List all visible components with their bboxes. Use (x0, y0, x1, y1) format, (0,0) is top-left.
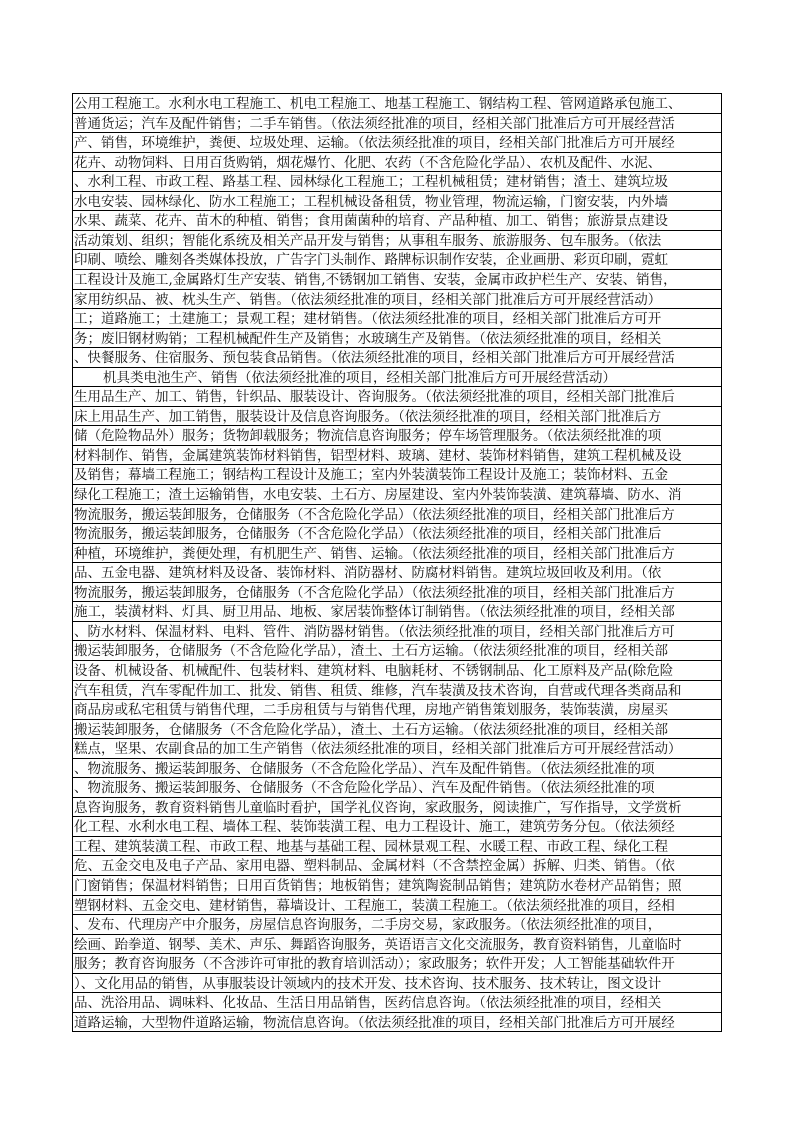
row-text: 生用品生产、加工、销售，针织品、服装设计、咨询服务。（依法须经批准的项目，经相关部门批准后 (74, 389, 675, 406)
table-row (72, 152, 722, 173)
row-text: 绘画、跆拳道、钢琴、美术、声乐、舞蹈咨询服务，英语语言文化交流服务，教育资料销售，儿童临时 (74, 936, 682, 953)
table-row (72, 992, 722, 1013)
row-text: 、水利工程、市政工程、路基工程、园林绿化工程施工；工程机械租赁；建材销售；渣土、建筑垃圾 (74, 174, 668, 191)
table-row (72, 93, 722, 114)
table-row (72, 934, 722, 955)
row-text: 设备、机械设备、机械配件、包装材料、建筑材料、电脑耗材、不锈钢制品、化工原料及产品(除危险 (74, 662, 674, 679)
table-row (72, 836, 722, 857)
table-row (72, 504, 722, 525)
row-text: 工；道路施工；土建施工；景观工程；建材销售。（依法须经批准的项目，经相关部门批准后方可开 (74, 311, 662, 328)
table-row (72, 289, 722, 310)
row-text: 材料制作、销售，金属建筑装饰材料销售，铝型材料、玻璃、建材、装饰材料销售，建筑工程机械及设 (74, 447, 682, 464)
row-text: 汽车租赁，汽车零配件加工、批发、销售、租赁、维修，汽车装潢及技术咨询，自营或代理各类商品和 (74, 682, 682, 699)
row-text: 施工，装潢材料、灯具、厨卫用品、地板、家居装饰整体订制销售。（依法须经批准的项目，经相关部 (74, 604, 675, 621)
table-row (72, 875, 722, 896)
row-text: 品、洗浴用品、调味料、化妆品、生活日用品销售，医药信息咨询。（依法须经批准的项目，经相关 (74, 995, 662, 1012)
row-text: 、防水材料、保温材料、电料、管件、消防器材销售。（依法须经批准的项目，经相关部门批准后方可 (74, 623, 675, 640)
table-row (72, 816, 722, 837)
table-row (72, 484, 722, 505)
row-text: 、物流服务、搬运装卸服务、仓储服务（不含危险化学品）、汽车及配件销售。（依法须经批准的项 (74, 780, 655, 797)
table-row (72, 328, 722, 349)
row-text: 糕点，坚果、农副食品的加工生产销售（依法须经批准的项目，经相关部门批准后方可开展经营活动） (74, 741, 682, 758)
row-text: 储（危险物品外）服务；货物卸载服务；物流信息咨询服务；停车场管理服务。（依法须经批准的项 (74, 428, 662, 445)
table-row (72, 406, 722, 427)
table-row (72, 308, 722, 329)
row-text: 物流服务，搬运装卸服务，仓储服务（不含危险化学品）（依法须经批准的项目，经相关部门批准后方 (74, 506, 675, 523)
row-text: 务；废旧钢材购销；工程机械配件生产及销售；水玻璃生产及销售。（依法须经批准的项目，经相关 (74, 330, 662, 347)
table-row (72, 562, 722, 583)
table-row (72, 230, 722, 251)
row-text: 物流服务，搬运装卸服务，仓储服务（不含危险化学品）（依法须经批准的项目，经相关部门批准后 (74, 526, 662, 543)
table-row (72, 855, 722, 876)
row-text: 水电安装、园林绿化、防水工程施工；工程机械设备租赁，物业管理，物流运输，门窗安装，内外墙 (74, 193, 668, 210)
table-row (72, 738, 722, 759)
row-text: 危、五金交电及电子产品、家用电器、塑料制品、金属材料（不含禁控金属）拆解、归类、销售。（依 (74, 858, 675, 875)
row-text: 息咨询服务，教育资料销售儿童临时看护，国学礼仪咨询，家政服务，阅读推广，写作指导，文学赏析 (74, 799, 682, 816)
row-text: 工程设计及施工,金属路灯生产安装、销售,不锈钢加工销售、安装，金属市政护栏生产、安装、销售， (74, 271, 677, 288)
row-text: 物流服务，搬运装卸服务，仓储服务（不含危险化学品）（依法须经批准的项目，经相关部门批准后方 (74, 584, 675, 601)
table-row (72, 719, 722, 740)
row-text: 床上用品生产、加工销售，服装设计及信息咨询服务。（依法须经批准的项目，经相关部门批准后方 (74, 408, 662, 425)
row-text: 工程、建筑装潢工程、市政工程、地基与基础工程、园林景观工程、水暖工程、市政工程、绿化工程 (74, 838, 668, 855)
row-text: ）、文化用品的销售，从事服装设计领域内的技术开发、技术咨询、技术服务、技术转让，图文设计 (74, 975, 662, 992)
row-text: 商品房或私宅租赁与销售代理，二手房租赁与与销售代理，房地产销售策划服务，装饰装潢，房屋买 (74, 702, 668, 719)
table-row (72, 680, 722, 701)
table-row (72, 113, 722, 134)
row-text: 品、五金电器、建筑材料及设备、装饰材料、消防器材、防腐材料销售。建筑垃圾回收及利用。（依 (74, 565, 662, 582)
table-row (72, 425, 722, 446)
row-text: 绿化工程施工；渣土运输销售，水电安装、土石方、房屋建设、室内外装饰装潢、建筑幕墙、防水、消 (74, 487, 682, 503)
table-row (72, 699, 722, 720)
row-text: 机具类电池生产、销售（依法须经批准的项目，经相关部门批准后方可开展经营活动） (103, 369, 616, 386)
table-row (72, 347, 722, 368)
table-row (72, 1012, 722, 1033)
row-text: 种植，环境维护，粪便处理，有机肥生产、销售、运输。（依法须经批准的项目，经相关部门批准后方 (74, 545, 675, 562)
table-row (72, 171, 722, 192)
table-row (72, 132, 722, 153)
row-text: 普通货运；汽车及配件销售；二手车销售。（依法须经批准的项目，经相关部门批准后方可开展经营活 (74, 115, 675, 132)
row-text: 水果、蔬菜、花卉、苗木的种植、销售；食用菌菌种的培育、产品种植、加工、销售；旅游景点建设 (74, 213, 668, 230)
row-text: 道路运输，大型物件道路运输，物流信息咨询。（依法须经批准的项目，经相关部门批准后方可开展经 (74, 1014, 675, 1031)
row-text: 搬运装卸服务，仓储服务（不含危险化学品），渣土、土石方运输。（依法须经批准的项目，经相关部 (74, 721, 668, 738)
row-text: 搬运装卸服务，仓储服务（不含危险化学品），渣土、土石方运输。（依法须经批准的项目，经相关部 (74, 643, 668, 660)
table-row (72, 210, 722, 231)
document-table (72, 93, 722, 1033)
table-row (72, 777, 722, 798)
table-row (72, 895, 722, 916)
row-text: 服务；教育咨询服务（不含涉许可审批的教育培训活动）；家政服务；软件开发；人工智能基础软件开 (74, 956, 675, 973)
table-row (72, 464, 722, 485)
table-row (72, 249, 722, 270)
row-text: 、快餐服务、住宿服务、预包装食品销售。（依法须经批准的项目，经相关部门批准后方可开展经营活 (74, 350, 675, 367)
table-row (72, 640, 722, 661)
table-row (72, 758, 722, 779)
row-text: 花卉、动物饲料、日用百货购销，烟花爆竹、化肥、农药（不含危险化学品）、农机及配件、水泥、 (74, 154, 662, 171)
table-row (72, 386, 722, 407)
row-text: 活动策划、组织；智能化系统及相关产品开发与销售；从事租车服务、旅游服务、包车服务。（依法 (74, 232, 662, 249)
table-row (72, 445, 722, 466)
table-row (72, 973, 722, 994)
table-row (72, 191, 722, 212)
row-text: 印刷、喷绘、雕刻各类媒体投放，广告字门头制作、路牌标识制作安装，企业画册、彩页印刷，霓虹 (74, 252, 668, 269)
row-text: 及销售；幕墙工程施工；钢结构工程设计及施工；室内外装潢装饰工程设计及施工；装饰材料、五金 (74, 467, 668, 484)
table-bottom-border (72, 1031, 722, 1032)
table-row (72, 621, 722, 642)
table-row (72, 660, 722, 681)
table-row (72, 797, 722, 818)
row-text: 产、销售，环境维护，粪便、垃圾处理、运输。（依法须经批准的项目，经相关部门批准后方可开展经 (74, 135, 675, 152)
table-row (72, 523, 722, 544)
table-row (72, 601, 722, 622)
row-text: 塑钢材料、五金交电、建材销售，幕墙设计、工程施工，装潢工程施工。（依法须经批准的项目，经相 (74, 897, 675, 914)
row-text: 家用纺织品、被、枕头生产、销售。（依法须经批准的项目，经相关部门批准后方可开展经营活动） (74, 291, 662, 308)
row-text: 门窗销售；保温材料销售；日用百货销售；地板销售；建筑陶瓷制品销售；建筑防水卷材产品销售；照 (74, 878, 682, 894)
row-text: 化工程、水利水电工程、墙体工程、装饰装潢工程、电力工程设计、施工，建筑劳务分包。（依法须经 (74, 819, 675, 836)
row-text: 、发布、代理房产中介服务，房屋信息咨询服务，二手房交易，家政服务。（依法须经批准的项目， (74, 917, 662, 934)
table-row (72, 269, 722, 290)
table-row (72, 367, 722, 388)
table-row (72, 953, 722, 974)
row-text: 公用工程施工。水利水电工程施工、机电工程施工、地基工程施工、钢结构工程、管网道路承包施工、 (74, 96, 682, 112)
row-text: 、物流服务、搬运装卸服务、仓储服务（不含危险化学品）、汽车及配件销售。（依法须经批准的项 (74, 760, 655, 777)
table-row (72, 914, 722, 935)
table-row (72, 582, 722, 603)
table-row (72, 543, 722, 564)
